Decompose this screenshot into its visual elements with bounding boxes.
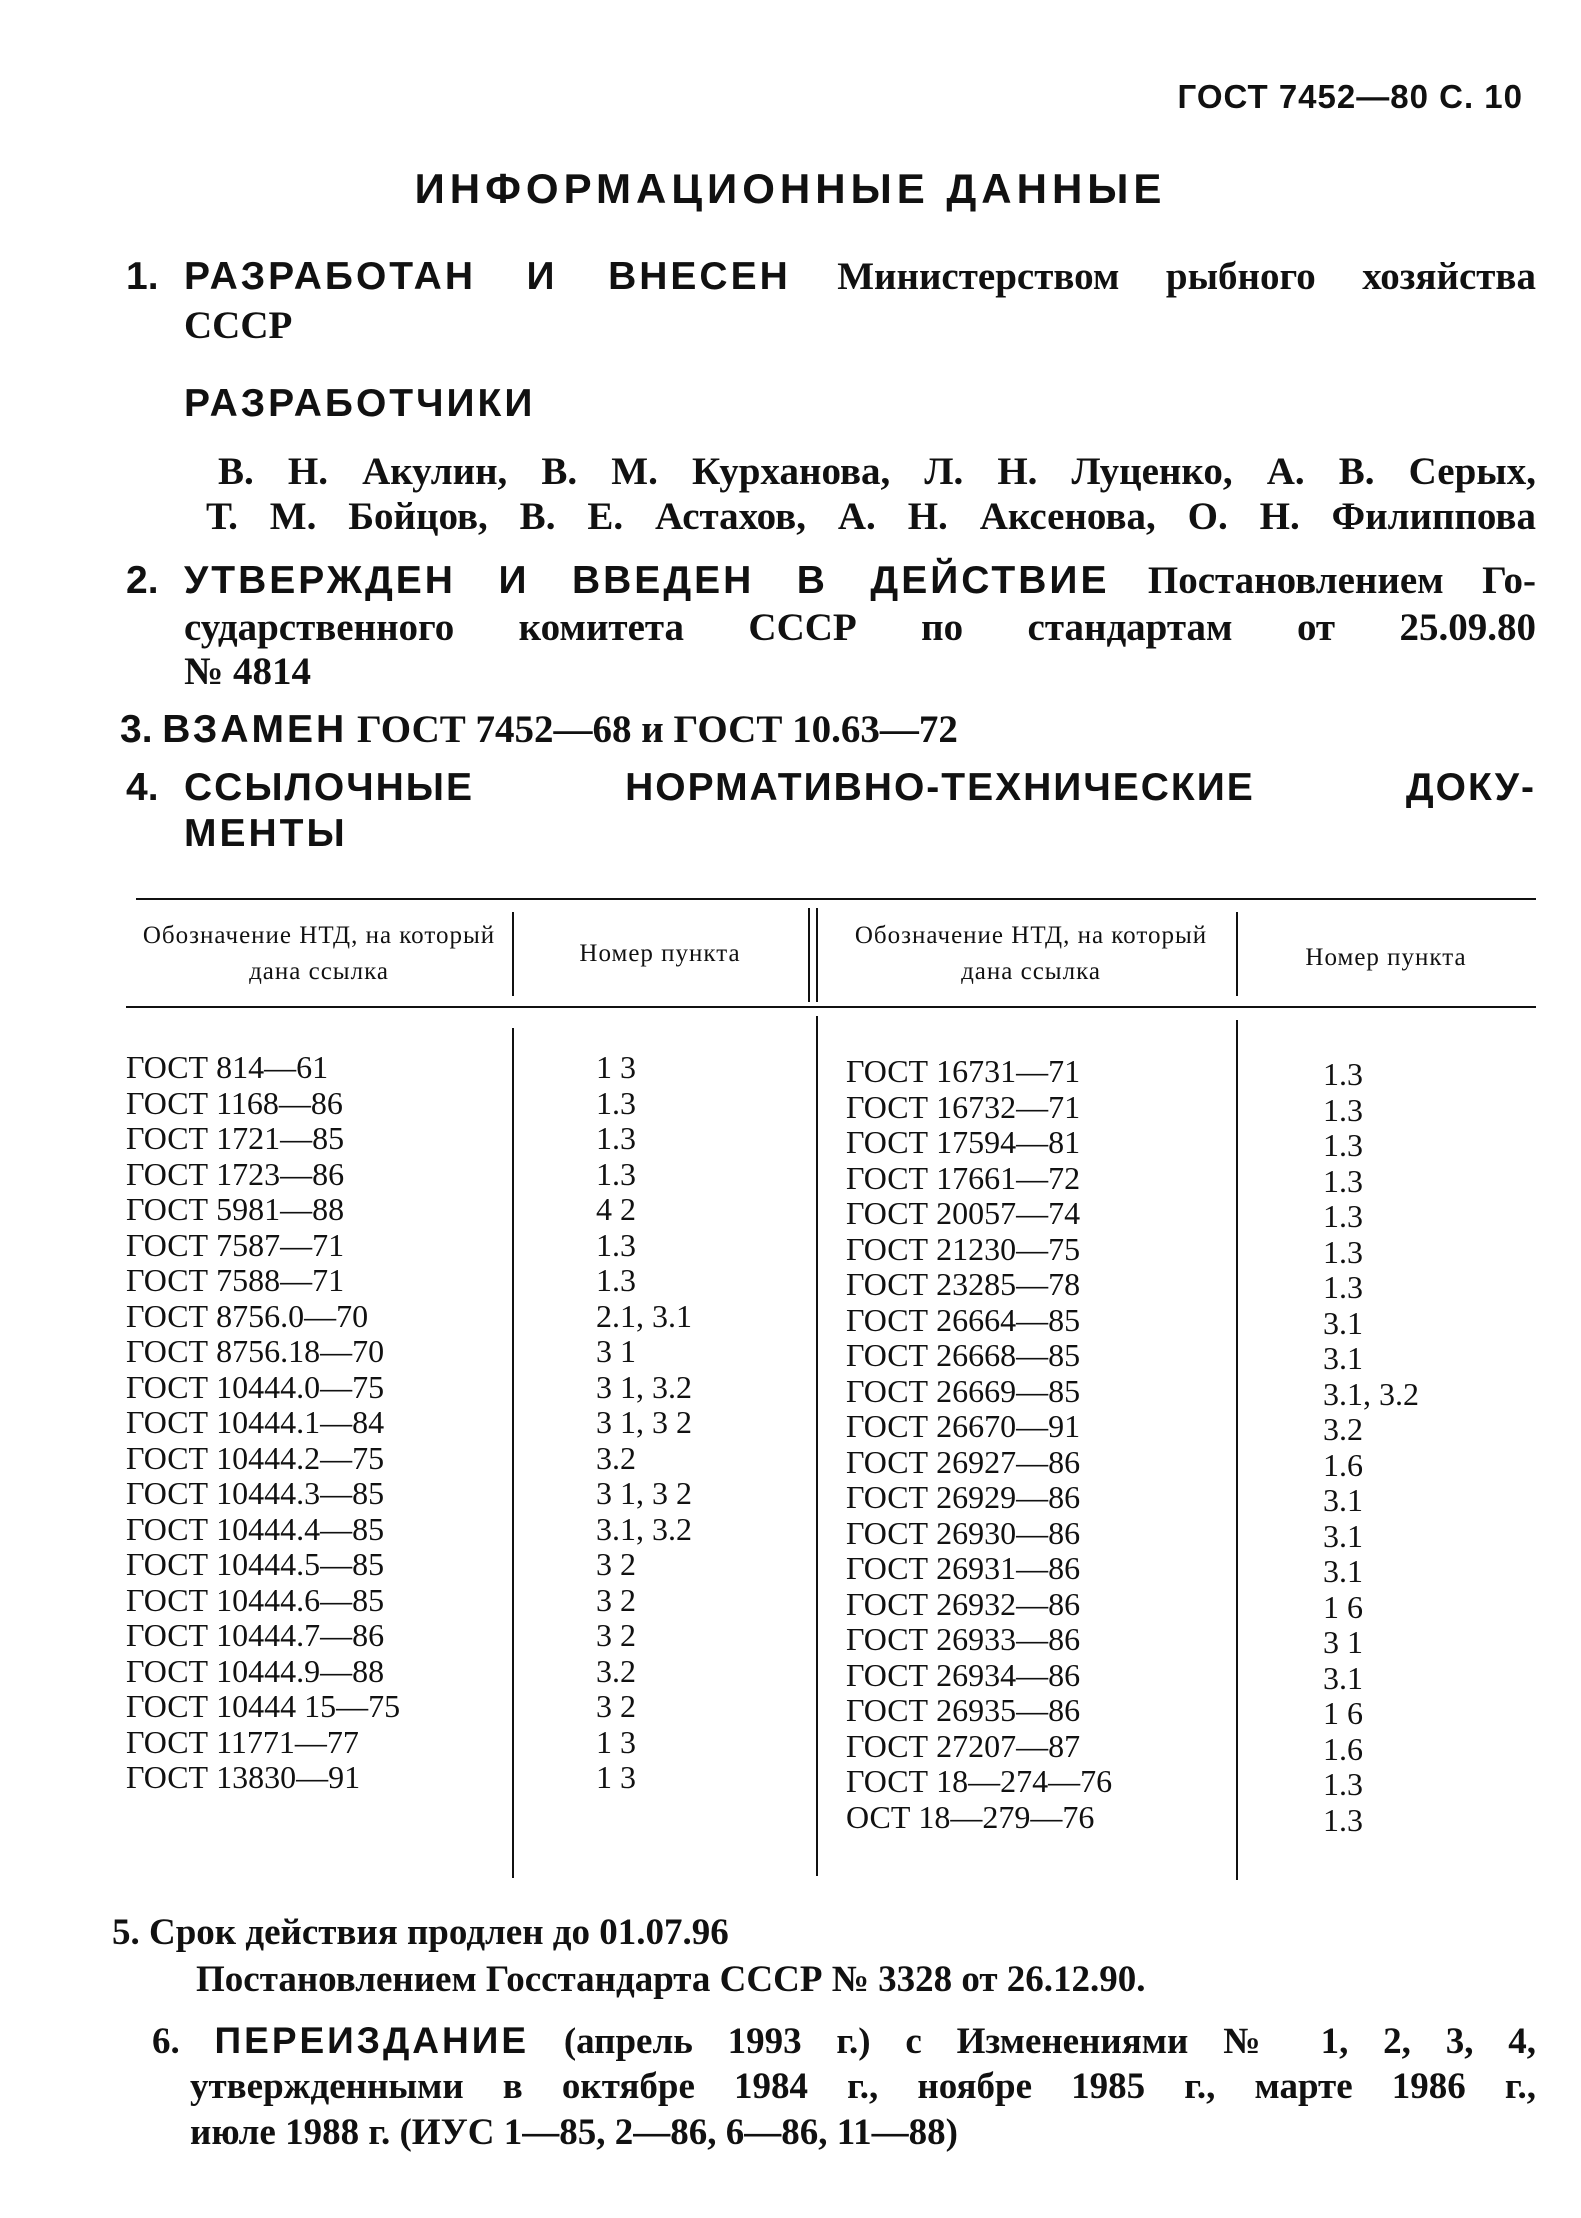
- reference-clause-cell: 3 1: [1323, 1624, 1363, 1660]
- left-doc-column: [126, 1050, 400, 1796]
- body-divider-2: [816, 1016, 818, 1876]
- reference-doc-cell: ГОСТ 10444 15—75: [126, 1688, 401, 1724]
- reference-clause-cell: 1 6: [1323, 1695, 1363, 1731]
- reference-doc-cell: ГОСТ 10444.6—85: [126, 1581, 385, 1618]
- reference-doc-cell: ГОСТ 16732—71: [846, 1088, 1081, 1125]
- reference-clause-cell: 1.3: [596, 1226, 636, 1263]
- reference-doc-cell: ГОСТ 26927—86: [846, 1443, 1081, 1480]
- reference-clause-cell: 1 6: [1323, 1588, 1363, 1625]
- table-top-rule: [136, 898, 1536, 900]
- reference-clause-cell: 1.3: [1323, 1269, 1363, 1305]
- body-divider-3: [1236, 1020, 1238, 1880]
- reference-doc-cell: ГОСТ 23285—78: [846, 1266, 1081, 1302]
- reference-clause-cell: 1.3: [1323, 1056, 1363, 1092]
- reference-doc-cell: ГОСТ 26670—91: [846, 1408, 1081, 1444]
- reference-doc-cell: ГОСТ 10444.4—85: [126, 1510, 385, 1547]
- item-5-line1: 5. Срок действия продлен до 01.07.96: [112, 1912, 729, 1953]
- developers-heading: РАЗРАБОТЧИКИ: [184, 382, 536, 425]
- right-doc-column: [846, 1054, 1112, 1835]
- reference-doc-cell: ГОСТ 17594—81: [846, 1124, 1081, 1160]
- reference-doc-cell: ГОСТ 26932—86: [846, 1585, 1081, 1622]
- item-1-line1: РАЗРАБОТАН И ВНЕСЕН Министерством рыбного хозяйства: [184, 255, 1536, 298]
- reference-clause-cell: 3 2: [596, 1546, 636, 1582]
- reference-clause-cell: 1.3: [1323, 1801, 1363, 1838]
- reference-doc-cell: ГОСТ 11771—77: [126, 1723, 359, 1760]
- reference-doc-cell: ГОСТ 20057—74: [846, 1195, 1081, 1231]
- reference-clause-cell: 3.2: [596, 1652, 636, 1689]
- developers-line-1: В. Н. Акулин, В. М. Курханова, Л. Н. Луценко, А. В. Серых,: [218, 450, 1536, 493]
- reference-table: [126, 898, 1536, 1898]
- reference-clause-cell: 1.6: [1323, 1446, 1363, 1483]
- item-1-line2: СССР: [184, 304, 293, 347]
- reference-doc-cell: ГОСТ 8756.18—70: [126, 1333, 385, 1369]
- item-4-line1: ССЫЛОЧНЫЕ НОРМАТИВНО-ТЕХНИЧЕСКИЕ ДОКУ-: [184, 766, 1536, 809]
- reference-clause-cell: 3 1, 3 2: [596, 1475, 692, 1511]
- reference-clause-cell: 3.2: [596, 1439, 636, 1476]
- reference-clause-cell: 3 1, 3 2: [596, 1404, 692, 1440]
- table-header-rule: [126, 1006, 1536, 1008]
- reference-clause-cell: 3.1: [1323, 1482, 1363, 1518]
- reference-doc-cell: ОСТ 18—279—76: [846, 1798, 1095, 1835]
- right-clause-column: [1323, 1057, 1419, 1838]
- reference-doc-cell: ГОСТ 10444.7—86: [126, 1617, 385, 1653]
- reference-clause-cell: 3 2: [596, 1581, 636, 1618]
- reference-doc-cell: ГОСТ 10444.5—85: [126, 1546, 385, 1582]
- reference-clause-cell: 1.3: [1323, 1162, 1363, 1199]
- header-clause-left: Номер пункта: [579, 940, 741, 967]
- reference-doc-cell: ГОСТ 10444.0—75: [126, 1368, 385, 1405]
- reference-clause-cell: 4 2: [596, 1191, 636, 1227]
- reference-doc-cell: ГОСТ 10444.9—88: [126, 1652, 385, 1689]
- reference-doc-cell: ГОСТ 16731—71: [846, 1053, 1081, 1089]
- reference-doc-cell: ГОСТ 21230—75: [846, 1230, 1081, 1267]
- reference-clause-cell: 3.2: [1323, 1411, 1363, 1447]
- reference-clause-cell: 1.3: [1323, 1091, 1363, 1128]
- reference-clause-cell: 3.1: [1323, 1304, 1363, 1341]
- reference-doc-cell: ГОСТ 26934—86: [846, 1656, 1081, 1693]
- reference-clause-cell: 3 1, 3.2: [596, 1368, 692, 1405]
- item-5-line2: Постановлением Госстандарта СССР № 3328 от 26.12.90.: [196, 1959, 1146, 2000]
- reference-clause-cell: 1.3: [596, 1262, 636, 1298]
- reference-clause-cell: 3.1: [1323, 1553, 1363, 1589]
- reference-doc-cell: ГОСТ 7587—71: [126, 1226, 345, 1263]
- reference-clause-cell: 3.1: [1323, 1659, 1363, 1696]
- header-double-divider-b: [816, 908, 818, 1002]
- reference-doc-cell: ГОСТ 26930—86: [846, 1514, 1081, 1551]
- reference-clause-cell: 1.3: [1323, 1127, 1363, 1163]
- reference-doc-cell: ГОСТ 5981—88: [126, 1191, 345, 1227]
- reference-doc-cell: ГОСТ 26668—85: [846, 1337, 1081, 1373]
- reference-doc-cell: ГОСТ 26935—86: [846, 1692, 1081, 1728]
- item-2-line2: сударственного комитета СССР по стандартам от 25.09.80: [184, 606, 1536, 649]
- reference-doc-cell: ГОСТ 1723—86: [126, 1155, 345, 1192]
- reference-doc-cell: ГОСТ 7588—71: [126, 1262, 345, 1298]
- reference-clause-cell: 3 2: [596, 1617, 636, 1653]
- reference-clause-cell: 2.1, 3.1: [596, 1297, 692, 1334]
- reference-doc-cell: ГОСТ 10444.2—75: [126, 1439, 385, 1476]
- item-2-number: 2.: [126, 559, 159, 602]
- body-divider-1: [512, 1028, 514, 1878]
- header-clause-right: Номер пункта: [1305, 944, 1467, 971]
- reference-clause-cell: 3.1: [1323, 1340, 1363, 1376]
- header-doc-right: Обозначение НТД, на который дана ссылка: [854, 922, 1208, 985]
- reference-doc-cell: ГОСТ 1721—85: [126, 1120, 345, 1156]
- reference-clause-cell: 1.3: [596, 1155, 636, 1192]
- header-double-divider-a: [808, 908, 810, 1002]
- reference-doc-cell: ГОСТ 10444.3—85: [126, 1475, 385, 1511]
- reference-clause-cell: 3 2: [596, 1688, 636, 1724]
- item-6-line3: июле 1988 г. (ИУС 1—85, 2—86, 6—86, 11—88): [190, 2112, 958, 2153]
- item-4-number: 4.: [126, 766, 159, 809]
- reference-clause-cell: 3.1: [1323, 1517, 1363, 1554]
- reference-clause-cell: 3.1, 3.2: [596, 1510, 692, 1547]
- reference-doc-cell: ГОСТ 26933—86: [846, 1621, 1081, 1657]
- reference-clause-cell: 1.3: [596, 1084, 636, 1121]
- developers-line-2: Т. М. Бойцов, В. Е. Астахов, А. Н. Аксенова, О. Н. Филиппова: [206, 495, 1536, 538]
- reference-clause-cell: 1.3: [596, 1120, 636, 1156]
- reference-doc-cell: ГОСТ 13830—91: [126, 1759, 361, 1795]
- item-6-line2: утвержденными в октябре 1984 г., ноябре 1985 г., марте 1986 г.,: [190, 2066, 1536, 2107]
- page-header: ГОСТ 7452—80 С. 10: [1177, 78, 1523, 115]
- reference-clause-cell: 1 3: [596, 1759, 636, 1795]
- reference-doc-cell: ГОСТ 27207—87: [846, 1727, 1081, 1764]
- item-6-line1: 6. ПЕРЕИЗДАНИЕ (апрель 1993 г.) с Изменениями № 1, 2, 3, 4,: [152, 2020, 1536, 2062]
- reference-doc-cell: ГОСТ 1168—86: [126, 1084, 343, 1121]
- reference-doc-cell: ГОСТ 26664—85: [846, 1301, 1081, 1338]
- reference-doc-cell: ГОСТ 10444.1—84: [126, 1404, 385, 1440]
- reference-clause-cell: 1.6: [1323, 1730, 1363, 1767]
- reference-clause-cell: 3.1, 3.2: [1323, 1375, 1419, 1412]
- left-clause-column: [596, 1050, 692, 1796]
- reference-doc-cell: ГОСТ 17661—72: [846, 1159, 1081, 1196]
- item-3: 3. ВЗАМЕН ГОСТ 7452—68 и ГОСТ 10.63—72: [120, 708, 958, 751]
- item-2-line3: № 4814: [184, 650, 311, 693]
- item-2-line1: УТВЕРЖДЕН И ВВЕДЕН В ДЕЙСТВИЕ Постановлением Го-: [184, 559, 1536, 602]
- item-1-number: 1.: [126, 255, 159, 298]
- reference-clause-cell: 1 3: [596, 1049, 636, 1085]
- reference-doc-cell: ГОСТ 814—61: [126, 1049, 329, 1085]
- reference-doc-cell: ГОСТ 26929—86: [846, 1479, 1081, 1515]
- reference-doc-cell: ГОСТ 26669—85: [846, 1372, 1081, 1409]
- reference-clause-cell: 1.3: [1323, 1233, 1363, 1270]
- item-4-line2: МЕНТЫ: [184, 812, 348, 855]
- reference-clause-cell: 1 3: [596, 1723, 636, 1760]
- header-doc-left: Обозначение НТД, на который дана ссылка: [142, 922, 496, 985]
- reference-doc-cell: ГОСТ 18—274—76: [846, 1763, 1113, 1799]
- reference-doc-cell: ГОСТ 26931—86: [846, 1550, 1081, 1586]
- reference-clause-cell: 1.3: [1323, 1198, 1363, 1234]
- reference-doc-cell: ГОСТ 8756.0—70: [126, 1297, 369, 1334]
- reference-clause-cell: 3 1: [596, 1333, 636, 1369]
- reference-clause-cell: 1.3: [1323, 1766, 1363, 1802]
- page-title: ИНФОРМАЦИОННЫЕ ДАННЫЕ: [414, 165, 1167, 212]
